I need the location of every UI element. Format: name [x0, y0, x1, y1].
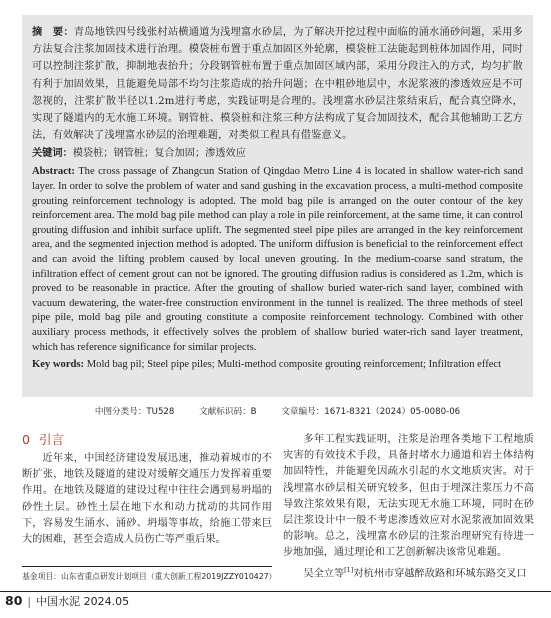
section-heading	[22, 432, 272, 448]
document-code: 文献标识码：B	[199, 407, 257, 417]
intro-paragraph-3	[283, 562, 534, 583]
chinese-keywords	[32, 145, 523, 162]
chinese-abstract-label: 摘 要：	[32, 26, 74, 38]
journal-name: 中国水泥	[36, 595, 81, 608]
intro-paragraph-2: 多年工程实践证明，注浆是治理各类地下工程地质灾害的有效技术手段，具备封堵水力通道和岩土体结构加固特性，并能避免因疏水引起的水文地质灾害。对于浅埋富水砂层相关研究较多，但由于埋深注浆压力不高导致注浆效果有限，无法实现无水施工环境，同时在砂层注浆设计中一般不考虑渗透效应对水泥浆液加固效果的影响。总之，浅埋富水砂层的注浆治理研究有待进一步地加强，通过理论和工艺创新解决该常见难题。	[283, 434, 534, 559]
english-abstract	[32, 165, 523, 355]
english-abstract-text: The cross passage of Zhangcun Station of Qingdao Metro Line 4 is located in shallow water-rich sand layer. In order to solve the problem of water and sand gushing in the excavation process, a multi-method composite grouting reinforcement technology is adopted. The mold bag pile is arranged on the outer contour of the key reinforcement area. The mold bag pile method can play a role in pile reinforcement, at the same time, it can control grouting diffusion and inhibit surface uplift. The segmented steel pipe piles are arranged in the key reinforcement area, and the segmented injection method is adopted. The uniform diffusion is beneficial to the reinforcement effect and can avoid the lifting problem caused by local uneven grouting. In the medium-coarse sand stratum, the infiltration effect of cement grout can not be ignored. The grouting diffusion radius is considered as 1.2m, which is proved to be reasonable in practice. After the grouting of shallow buried water-rich sand layer, combined with vacuum dewatering, the water-free construction environment in the tunnel is realized. The three methods of steel pipe pile, mold bag pile and grouting constitute a composite reinforcement technology. Combined with other auxiliary process methods, it effectively solves the problem of shallow buried water-rich sand layer treatment, which has reference significance for similar projects.	[32, 166, 523, 353]
clc-number: 中图分类号：TU528	[94, 407, 175, 417]
left-column	[22, 432, 272, 548]
footer-separator: |	[27, 595, 32, 608]
paragraph-start: 吴全立等	[303, 568, 345, 580]
article-number: 文章编号：1671-8321（2024）05-0080-06	[281, 407, 461, 417]
classification-line	[22, 405, 533, 417]
citation-ref: [1]	[344, 565, 354, 574]
intro-paragraph: 近年来，中国经济建设发展迅速，推动着城市的不断扩张，地铁及隧道的建设对缓解交通压力发挥着重要作用。在地铁及隧道的建设过程中往往会遇到易坍塌的砂性土层。砂性土层在地下水和动力扰动的共同作用下，容易发生涌水、涌砂、坍塌等事故，给施工带来巨大的困难，甚至会造成人员伤亡等严重后果。	[22, 453, 272, 546]
english-keywords-text: Mold bag pil; Steel pipe piles; Multi-method composite grouting reinforcement; Infiltration effect	[84, 359, 502, 371]
chinese-abstract-text: 青岛地铁四号线张村站横通道为浅埋富水砂层，为了解决开挖过程中面临的涌水涌砂问题，采用多方法复合注浆加固技术进行治理。模袋桩布置于重点加固区外轮廓，模袋桩工法能起到桩体加固作用，同时可以控制注浆扩散，抑制地表抬升；分段钢管桩布置于重点加固区域内部，采用分段注入的方式，均匀扩散有利于加固效果，且能避免局部不均匀注浆造成的抬升问题；在中粗砂地层中，水泥浆液的渗透效应是不可忽视的，注浆扩散半径以1.2m进行考虑，实践证明是合理的。浅埋富水砂层注浆结束后，配合真空降水，实现了隧道内的无水施工环境。钢管桩、模袋桩和注浆三种方法构成了复合加固技术，配合其他辅助工艺方法，有效解决了浅埋富水砂层的治理难题，对类似工程具有借鉴意义。	[32, 27, 523, 142]
right-column	[283, 432, 534, 582]
paragraph-rest: 对杭州市穿越醉敌路和环城东路交叉口	[353, 568, 527, 580]
page-number: 80	[5, 593, 23, 608]
section-number: 0	[22, 432, 30, 447]
abstract-box	[22, 15, 533, 397]
english-keywords	[32, 357, 523, 372]
chinese-keywords-text: 模袋桩；钢管桩；复合加固；渗透效应	[72, 148, 246, 160]
english-abstract-label: Abstract:	[32, 166, 75, 178]
section-title: 引言	[38, 432, 64, 447]
funding-divider	[22, 566, 272, 567]
footer-divider	[0, 591, 551, 592]
chinese-abstract	[32, 24, 523, 144]
page-footer	[5, 593, 129, 609]
english-keywords-label: Key words:	[32, 359, 85, 371]
chinese-keywords-label: 关键词：	[32, 147, 73, 160]
journal-issue: 2024.05	[83, 595, 130, 608]
funding-note: 基金项目：山东省重点研发计划项目（重大创新工程2019JZZY010427）	[22, 572, 277, 581]
